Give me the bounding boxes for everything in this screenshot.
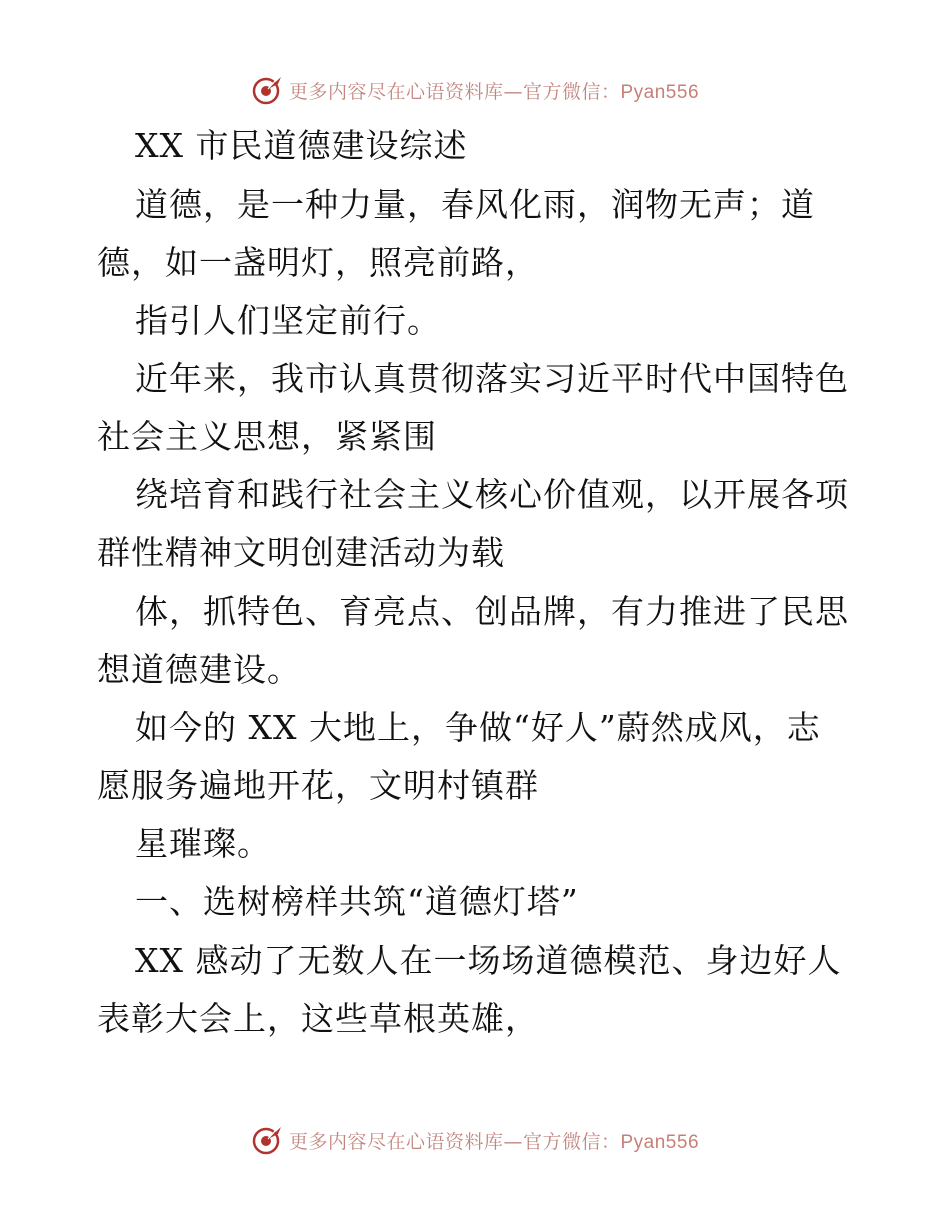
document-title: XX 市民道德建设综述 — [135, 126, 468, 165]
paragraph-line: 绕培育和践行社会主义核心价值观，以开展各项 — [135, 475, 849, 514]
footer-watermark — [0, 1120, 950, 1160]
paragraph-line: 道德，是一种力量，春风化雨，润物无声；道 — [135, 185, 815, 224]
paragraph-line: 近年来，我市认真贯彻落实习近平时代中国特色 — [135, 359, 849, 398]
watermark-text: 更多内容尽在心语资料库—官方微信： — [288, 1130, 621, 1153]
brand-logo-icon — [251, 1124, 283, 1156]
paragraph-line: 指引人们坚定前行。 — [135, 301, 441, 340]
paragraph-line: 如今的 XX 大地上，争做“好人”蔚然成风，志 — [135, 708, 821, 747]
paragraph-line: 愿服务遍地开花，文明村镇群 — [97, 766, 539, 805]
paragraph-line: 社会主义思想，紧紧围 — [97, 417, 437, 456]
paragraph-line: 想道德建设。 — [97, 650, 301, 689]
watermark-text: 更多内容尽在心语资料库—官方微信： — [288, 80, 621, 103]
paragraph-line: XX 感动了无数人在一场场道德模范、身边好人 — [135, 941, 842, 980]
paragraph-line: 体，抓特色、育亮点、创品牌，有力推进了民思 — [135, 592, 849, 631]
paragraph-line: 德，如一盏明灯，照亮前路， — [97, 243, 539, 282]
section-heading: 一、选树榜样共筑“道德灯塔” — [135, 882, 579, 921]
paragraph-line: 表彰大会上，这些草根英雄， — [97, 999, 539, 1038]
paragraph-line: 星璀璨。 — [135, 824, 271, 863]
paragraph-line: 群性精神文明创建活动为载 — [97, 533, 505, 572]
wechat-id: Pyan556 — [620, 1131, 700, 1153]
wechat-id: Pyan556 — [620, 81, 700, 103]
